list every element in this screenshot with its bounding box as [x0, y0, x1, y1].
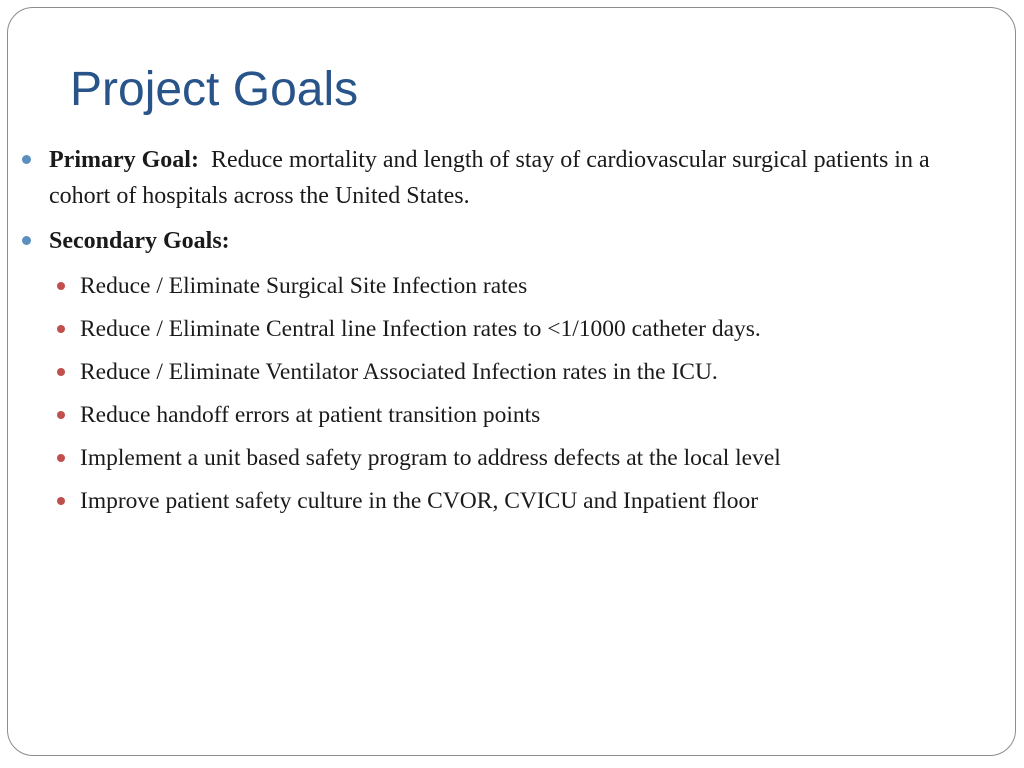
bullet-dot-icon [57, 325, 65, 333]
secondary-goal-item [8, 311, 968, 347]
secondary-goals-label: Secondary Goals: [49, 228, 230, 254]
primary-goal-item [8, 142, 968, 214]
secondary-goal-text: Reduce / Eliminate Surgical Site Infection rates [80, 273, 528, 299]
secondary-goal-item [8, 440, 968, 476]
primary-goal-text: Reduce mortality and length of stay of cardiovascular surgical patients in a cohort of hospitals across the United States. [49, 147, 930, 209]
bullet-dot-icon [57, 411, 65, 419]
bullet-dot-icon [57, 368, 65, 376]
secondary-goal-text: Reduce / Eliminate Ventilator Associated Infection rates in the ICU. [80, 359, 718, 385]
secondary-goal-item [8, 354, 968, 390]
secondary-goal-text: Reduce handoff errors at patient transition points [80, 402, 541, 428]
slide-body [8, 142, 968, 526]
slide-title: Project Goals [70, 63, 359, 116]
bullet-dot-icon [57, 454, 65, 462]
secondary-goal-item [8, 268, 968, 304]
bullet-dot-icon [22, 155, 31, 164]
slide [7, 7, 1016, 756]
secondary-goals-item [8, 223, 968, 259]
secondary-goal-text: Reduce / Eliminate Central line Infection rates to <1/1000 catheter days. [80, 316, 761, 342]
secondary-goal-item [8, 397, 968, 433]
bullet-dot-icon [57, 497, 65, 505]
secondary-goal-text: Implement a unit based safety program to address defects at the local level [80, 445, 781, 471]
secondary-goal-item [8, 483, 968, 519]
bullet-dot-icon [22, 236, 31, 245]
secondary-goal-text: Improve patient safety culture in the CVOR, CVICU and Inpatient floor [80, 488, 759, 514]
primary-goal-label: Primary Goal: [49, 147, 199, 173]
bullet-dot-icon [57, 282, 65, 290]
